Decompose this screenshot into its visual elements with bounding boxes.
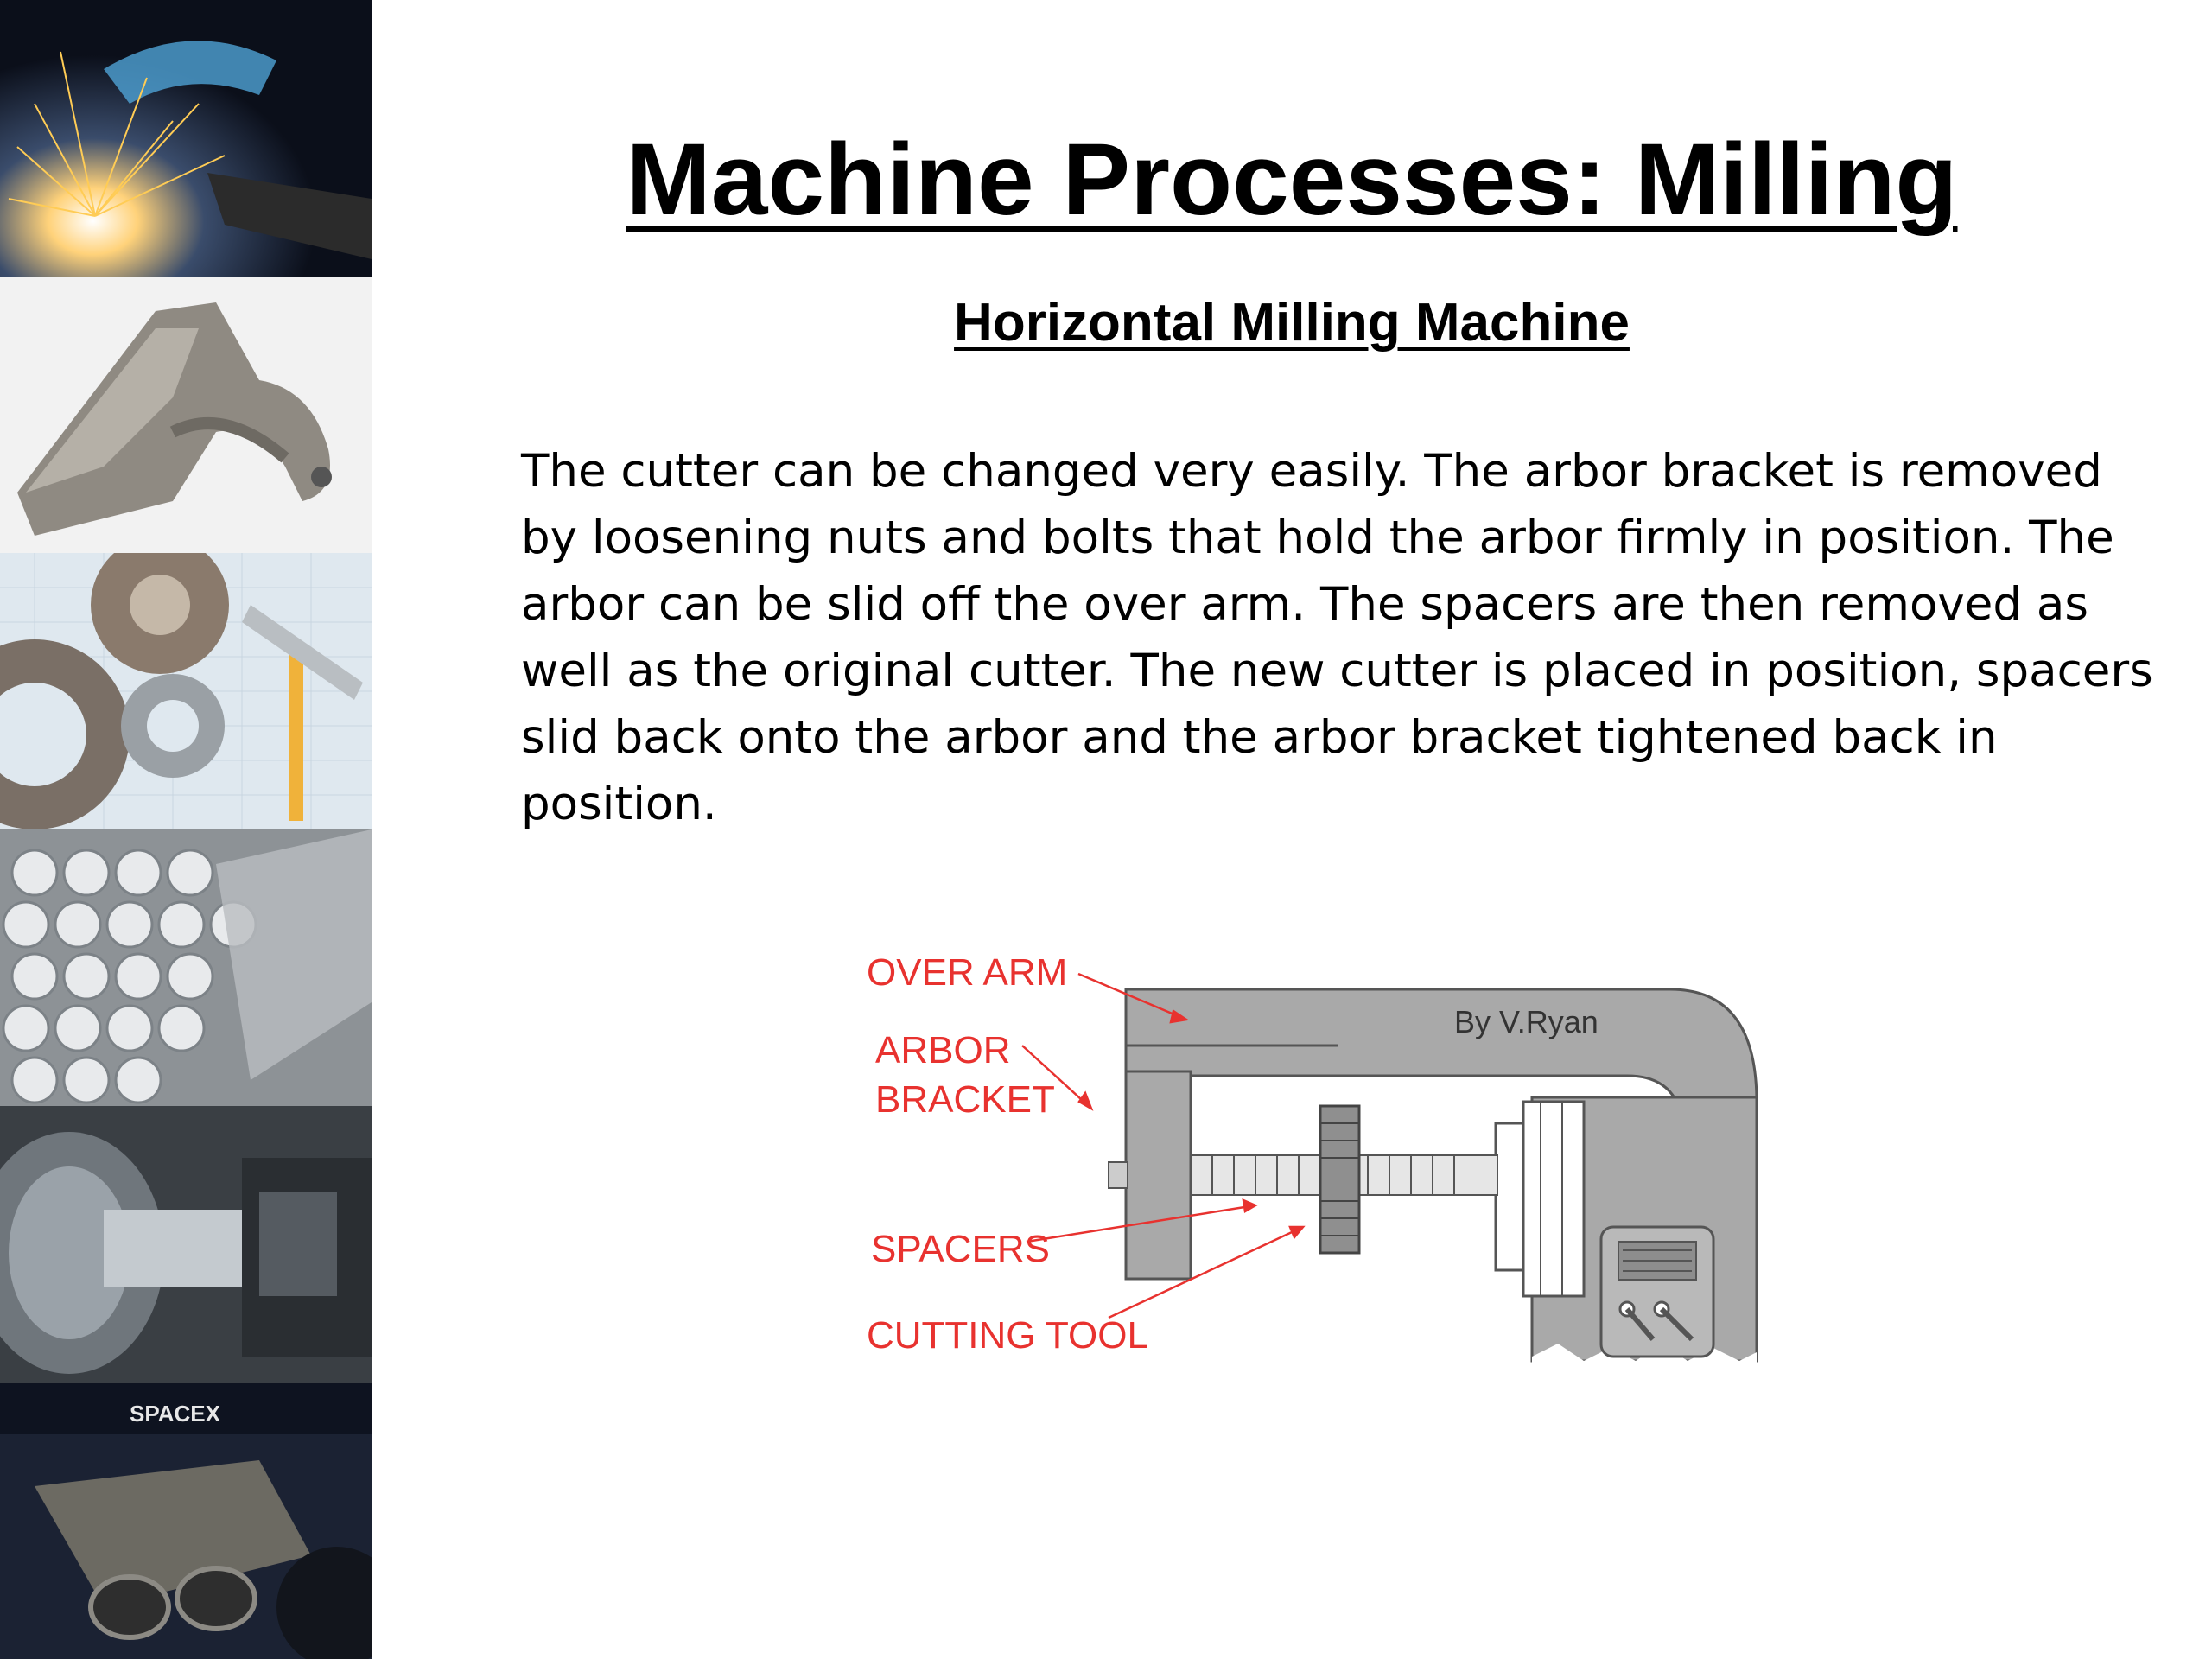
sidebar-image-strip [0, 0, 372, 1659]
cutting-tool-label: CUTTING TOOL [867, 1314, 1148, 1357]
spacex-logo: SPACEX [130, 1401, 220, 1427]
over-arm-label: OVER ARM [867, 951, 1068, 994]
rocket-engine-image [0, 1382, 372, 1659]
metal-bracket-image [0, 276, 372, 553]
steel-rods-image [0, 830, 372, 1106]
page-title: Machine Processes: Milling [626, 123, 1958, 237]
arbor-bracket-shape [1126, 1071, 1191, 1279]
credit-label: By V.Ryan [1454, 1004, 1599, 1039]
body-paragraph: The cutter can be changed very easily. The arbor bracket is removed by loosening nuts and bolts that hold the arbor firmly in position. The arbor can be slid off the over arm. The spacers are then removed as well as the original cutter. The new cutter is placed in position, spacers slid back onto the arbor and the arbor bracket tightened back in position. [521, 445, 2153, 830]
welding-sparks-image [0, 0, 372, 276]
arbor-bracket-label-line2: BRACKET [875, 1078, 1055, 1121]
page-subtitle: Horizontal Milling Machine [954, 293, 1630, 353]
cutting-tool-shape [1320, 1106, 1359, 1253]
gears-and-calipers-image [0, 553, 372, 830]
arbor-bracket-label-line1: ARBOR [875, 1029, 1011, 1071]
lathe-spindle-image [0, 1106, 372, 1382]
spacers-label: SPACERS [871, 1228, 1051, 1270]
milling-machine-diagram [849, 929, 1765, 1439]
